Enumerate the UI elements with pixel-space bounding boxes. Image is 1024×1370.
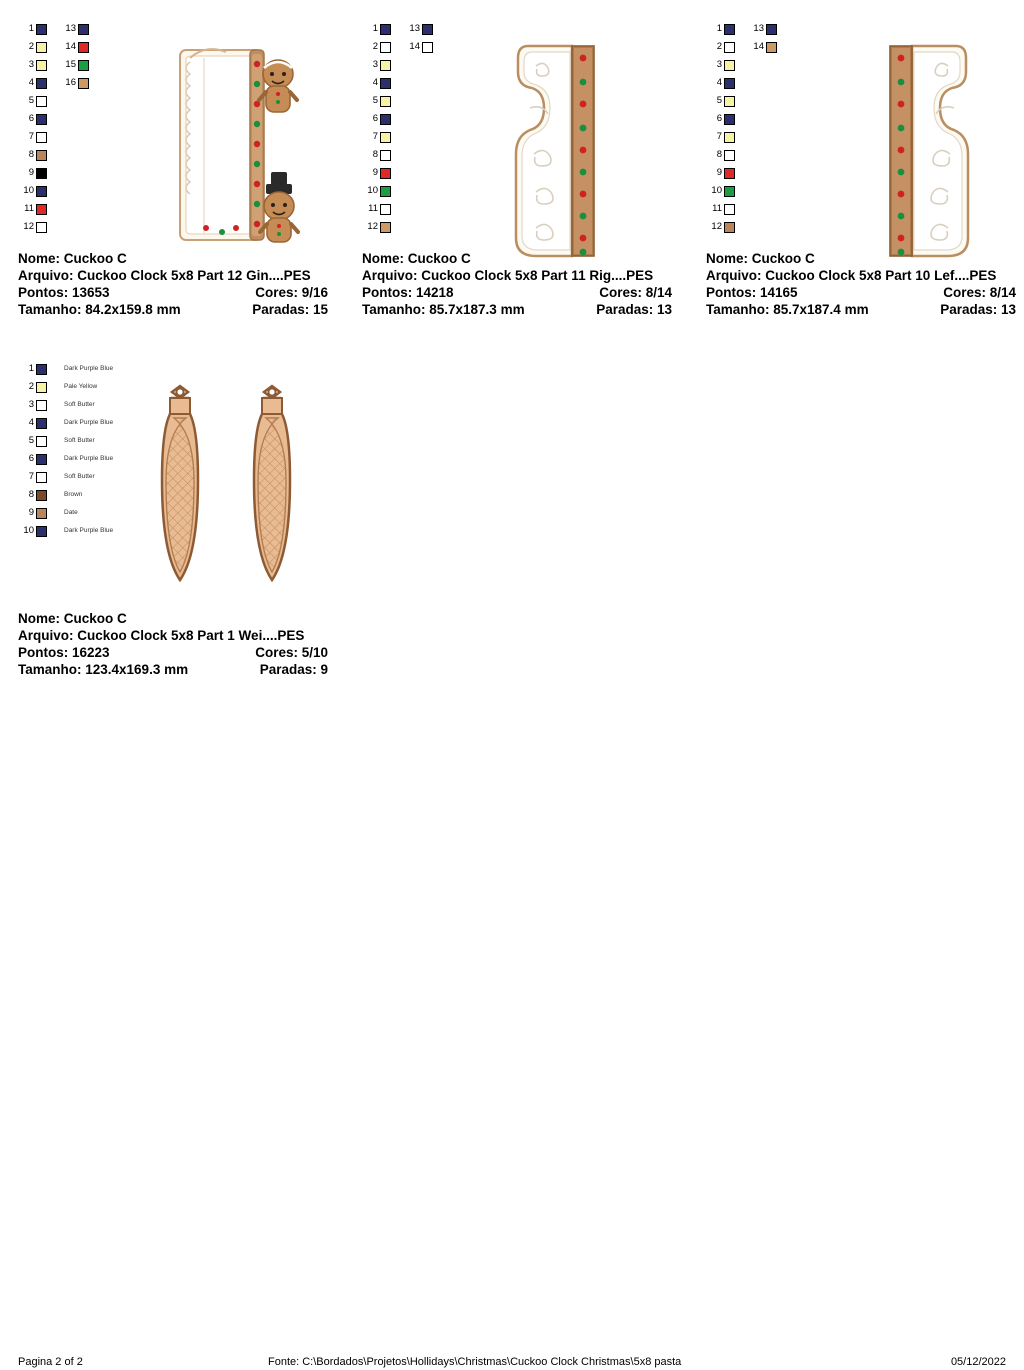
legend-entry bbox=[18, 508, 60, 519]
legend-color-name: Pale Yellow bbox=[64, 382, 98, 390]
legend-row bbox=[706, 92, 790, 110]
design-name: Nome: Cuckoo C bbox=[362, 251, 471, 266]
legend-number: 8 bbox=[28, 149, 34, 161]
legend-entry bbox=[18, 526, 60, 537]
legend-swatch bbox=[724, 60, 735, 71]
legend-swatch bbox=[724, 186, 735, 197]
legend-number: 8 bbox=[372, 149, 378, 161]
legend-row bbox=[18, 38, 102, 56]
legend-swatch bbox=[78, 42, 89, 53]
legend-row bbox=[362, 110, 446, 128]
color-legend-part-11 bbox=[362, 20, 446, 236]
design-file: Arquivo: Cuckoo Clock 5x8 Part 10 Lef....PES bbox=[706, 268, 997, 283]
legend-number: 7 bbox=[372, 131, 378, 143]
design-stops: Paradas: 13 bbox=[596, 302, 672, 317]
legend-number: 7 bbox=[716, 131, 722, 143]
legend-entry bbox=[706, 42, 748, 53]
legend-number: 9 bbox=[28, 167, 34, 179]
legend-number: 9 bbox=[372, 167, 378, 179]
legend-row bbox=[18, 396, 113, 414]
legend-entry bbox=[18, 114, 60, 125]
footer-page-number: Pagina 2 of 2 bbox=[18, 1356, 83, 1368]
legend-row bbox=[706, 218, 790, 236]
design-file: Arquivo: Cuckoo Clock 5x8 Part 12 Gin....PES bbox=[18, 268, 311, 283]
legend-entry bbox=[18, 472, 60, 483]
legend-entry bbox=[362, 78, 404, 89]
legend-entry bbox=[706, 60, 748, 71]
legend-swatch bbox=[78, 24, 89, 35]
legend-row bbox=[18, 128, 102, 146]
legend-number: 6 bbox=[372, 113, 378, 125]
legend-entry bbox=[18, 24, 60, 35]
legend-swatch bbox=[724, 114, 735, 125]
legend-number: 13 bbox=[409, 23, 420, 35]
legend-swatch bbox=[36, 42, 47, 53]
legend-row bbox=[18, 432, 113, 450]
legend-number: 3 bbox=[716, 59, 722, 71]
design-stats-row bbox=[18, 644, 328, 661]
design-row-bottom bbox=[18, 360, 1008, 678]
legend-entry bbox=[18, 436, 60, 447]
legend-color-name: Brown bbox=[64, 490, 83, 498]
legend-swatch bbox=[766, 24, 777, 35]
design-colors: Cores: 5/10 bbox=[255, 645, 328, 660]
legend-color-name: Dark Purple Blue bbox=[64, 454, 114, 462]
legend-entry bbox=[18, 364, 60, 375]
legend-entry bbox=[706, 222, 748, 233]
legend-row bbox=[362, 74, 446, 92]
legend-swatch bbox=[766, 42, 777, 53]
legend-row bbox=[18, 56, 102, 74]
legend-entry bbox=[362, 60, 404, 71]
design-preview-part-12 bbox=[18, 20, 362, 250]
legend-number: 10 bbox=[367, 185, 378, 197]
legend-number: 14 bbox=[753, 41, 764, 53]
legend-entry bbox=[362, 114, 404, 125]
color-legend-part-1 bbox=[18, 360, 113, 540]
legend-entry bbox=[362, 24, 404, 35]
legend-entry bbox=[362, 168, 404, 179]
legend-row bbox=[18, 74, 102, 92]
legend-row bbox=[18, 486, 113, 504]
legend-entry bbox=[18, 490, 60, 501]
legend-swatch bbox=[380, 132, 391, 143]
legend-entry bbox=[706, 114, 748, 125]
legend-entry bbox=[404, 42, 446, 53]
legend-number: 7 bbox=[28, 131, 34, 143]
legend-swatch bbox=[380, 24, 391, 35]
design-block-part-12 bbox=[18, 20, 362, 318]
legend-swatch bbox=[78, 60, 89, 71]
legend-row bbox=[706, 200, 790, 218]
legend-color-name: Dark Purple Blue bbox=[64, 526, 114, 534]
legend-color-name: Soft Butter bbox=[64, 400, 95, 408]
legend-swatch bbox=[36, 382, 47, 393]
legend-row bbox=[18, 360, 113, 378]
design-colors: Cores: 9/16 bbox=[255, 285, 328, 300]
legend-entry bbox=[362, 150, 404, 161]
legend-number: 1 bbox=[716, 23, 722, 35]
legend-swatch bbox=[380, 222, 391, 233]
legend-entry bbox=[18, 150, 60, 161]
legend-row bbox=[18, 200, 102, 218]
legend-entry bbox=[18, 78, 60, 89]
legend-number: 12 bbox=[23, 221, 34, 233]
legend-entry bbox=[748, 42, 790, 53]
legend-swatch bbox=[380, 168, 391, 179]
legend-row bbox=[18, 522, 113, 540]
legend-entry bbox=[18, 204, 60, 215]
legend-entry bbox=[404, 24, 446, 35]
legend-row bbox=[18, 20, 102, 38]
legend-swatch bbox=[36, 472, 47, 483]
legend-row bbox=[18, 504, 113, 522]
design-stitches: Pontos: 14218 bbox=[362, 285, 454, 300]
legend-row bbox=[706, 20, 790, 38]
legend-swatch bbox=[36, 364, 47, 375]
legend-number: 3 bbox=[372, 59, 378, 71]
legend-number: 4 bbox=[28, 417, 34, 429]
legend-entry bbox=[18, 222, 60, 233]
legend-swatch bbox=[36, 114, 47, 125]
legend-number: 16 bbox=[65, 77, 76, 89]
design-block-part-10 bbox=[706, 20, 1024, 318]
legend-swatch bbox=[724, 150, 735, 161]
design-file: Arquivo: Cuckoo Clock 5x8 Part 1 Wei....PES bbox=[18, 628, 305, 643]
legend-swatch bbox=[36, 400, 47, 411]
legend-swatch bbox=[36, 508, 47, 519]
legend-number: 2 bbox=[28, 381, 34, 393]
legend-swatch bbox=[36, 418, 47, 429]
legend-entry bbox=[362, 42, 404, 53]
legend-swatch bbox=[724, 132, 735, 143]
design-stats-row bbox=[706, 301, 1016, 318]
legend-entry bbox=[18, 454, 60, 465]
legend-number: 11 bbox=[24, 203, 34, 215]
design-stitches: Pontos: 13653 bbox=[18, 285, 110, 300]
legend-row bbox=[706, 146, 790, 164]
legend-row bbox=[362, 20, 446, 38]
legend-swatch bbox=[36, 168, 47, 179]
legend-row bbox=[18, 110, 102, 128]
legend-number: 6 bbox=[28, 113, 34, 125]
legend-swatch bbox=[724, 168, 735, 179]
legend-number: 8 bbox=[28, 489, 34, 501]
legend-entry bbox=[18, 60, 60, 71]
legend-swatch bbox=[36, 436, 47, 447]
legend-entry bbox=[706, 168, 748, 179]
legend-swatch bbox=[36, 526, 47, 537]
legend-row bbox=[18, 378, 113, 396]
legend-swatch bbox=[36, 490, 47, 501]
legend-row bbox=[706, 164, 790, 182]
legend-swatch bbox=[724, 42, 735, 53]
legend-color-name: Soft Butter bbox=[64, 472, 95, 480]
legend-number: 3 bbox=[28, 399, 34, 411]
color-legend-part-12 bbox=[18, 20, 102, 236]
color-legend-part-10 bbox=[706, 20, 790, 236]
legend-row bbox=[18, 414, 113, 432]
legend-number: 6 bbox=[28, 453, 34, 465]
legend-swatch bbox=[422, 42, 433, 53]
legend-number: 2 bbox=[372, 41, 378, 53]
legend-row bbox=[362, 92, 446, 110]
legend-swatch bbox=[724, 96, 735, 107]
design-file: Arquivo: Cuckoo Clock 5x8 Part 11 Rig....PES bbox=[362, 268, 654, 283]
legend-row bbox=[18, 92, 102, 110]
legend-number: 8 bbox=[716, 149, 722, 161]
legend-number: 14 bbox=[409, 41, 420, 53]
legend-number: 9 bbox=[716, 167, 722, 179]
design-stats-row bbox=[362, 301, 672, 318]
legend-row bbox=[18, 468, 113, 486]
legend-swatch bbox=[78, 78, 89, 89]
design-stitches: Pontos: 16223 bbox=[18, 645, 110, 660]
embroidery-art-part-12 bbox=[146, 28, 326, 253]
design-stats-row bbox=[18, 661, 328, 678]
legend-swatch bbox=[36, 132, 47, 143]
legend-number: 5 bbox=[372, 95, 378, 107]
legend-entry bbox=[18, 186, 60, 197]
legend-number: 5 bbox=[28, 95, 34, 107]
legend-number: 11 bbox=[712, 203, 722, 215]
legend-row bbox=[706, 74, 790, 92]
design-name: Nome: Cuckoo C bbox=[18, 251, 127, 266]
legend-swatch bbox=[380, 204, 391, 215]
design-stats-row bbox=[362, 284, 672, 301]
legend-entry bbox=[706, 24, 748, 35]
legend-number: 1 bbox=[28, 23, 34, 35]
legend-entry bbox=[60, 78, 102, 89]
legend-entry bbox=[18, 132, 60, 143]
legend-swatch bbox=[380, 96, 391, 107]
legend-number: 1 bbox=[28, 363, 34, 375]
legend-swatch bbox=[380, 186, 391, 197]
design-colors: Cores: 8/14 bbox=[599, 285, 672, 300]
legend-row bbox=[362, 56, 446, 74]
legend-entry bbox=[706, 96, 748, 107]
design-stops: Paradas: 15 bbox=[252, 302, 328, 317]
design-info-part-12 bbox=[18, 250, 362, 318]
legend-entry bbox=[706, 150, 748, 161]
embroidery-art-part-10 bbox=[854, 42, 974, 267]
legend-entry bbox=[706, 78, 748, 89]
design-stitches: Pontos: 14165 bbox=[706, 285, 798, 300]
legend-swatch bbox=[724, 24, 735, 35]
design-size: Tamanho: 85.7x187.4 mm bbox=[706, 302, 869, 317]
legend-swatch bbox=[724, 78, 735, 89]
legend-entry bbox=[362, 204, 404, 215]
legend-swatch bbox=[380, 150, 391, 161]
legend-color-name: Soft Butter bbox=[64, 436, 95, 444]
legend-swatch bbox=[724, 222, 735, 233]
legend-number: 4 bbox=[372, 77, 378, 89]
legend-swatch bbox=[36, 24, 47, 35]
legend-swatch bbox=[36, 222, 47, 233]
legend-row bbox=[362, 200, 446, 218]
legend-swatch bbox=[36, 78, 47, 89]
legend-entry bbox=[18, 400, 60, 411]
legend-row bbox=[362, 218, 446, 236]
legend-row bbox=[706, 182, 790, 200]
legend-entry bbox=[706, 132, 748, 143]
legend-entry bbox=[362, 132, 404, 143]
legend-entry bbox=[60, 42, 102, 53]
design-preview-part-11 bbox=[362, 20, 706, 250]
legend-swatch bbox=[380, 114, 391, 125]
design-size: Tamanho: 84.2x159.8 mm bbox=[18, 302, 181, 317]
legend-entry bbox=[18, 96, 60, 107]
design-stats-row bbox=[18, 301, 328, 318]
legend-swatch bbox=[380, 78, 391, 89]
legend-row bbox=[362, 182, 446, 200]
legend-swatch bbox=[380, 60, 391, 71]
legend-number: 10 bbox=[23, 525, 34, 537]
design-colors: Cores: 8/14 bbox=[943, 285, 1016, 300]
legend-row bbox=[706, 110, 790, 128]
design-block-part-1 bbox=[18, 360, 362, 678]
legend-entry bbox=[706, 186, 748, 197]
legend-entry bbox=[362, 96, 404, 107]
design-row-top bbox=[18, 20, 1016, 318]
legend-entry bbox=[18, 168, 60, 179]
legend-color-name: Dark Purple Blue bbox=[64, 418, 114, 426]
legend-number: 7 bbox=[28, 471, 34, 483]
legend-row bbox=[362, 146, 446, 164]
legend-number: 10 bbox=[711, 185, 722, 197]
legend-entry bbox=[362, 222, 404, 233]
legend-number: 12 bbox=[711, 221, 722, 233]
legend-row bbox=[362, 38, 446, 56]
legend-swatch bbox=[36, 186, 47, 197]
legend-entry bbox=[748, 24, 790, 35]
legend-row bbox=[18, 146, 102, 164]
legend-swatch bbox=[36, 204, 47, 215]
legend-number: 5 bbox=[28, 435, 34, 447]
legend-number: 2 bbox=[28, 41, 34, 53]
design-size: Tamanho: 123.4x169.3 mm bbox=[18, 662, 189, 677]
legend-number: 15 bbox=[65, 59, 76, 71]
legend-row bbox=[706, 128, 790, 146]
legend-row bbox=[18, 164, 102, 182]
legend-number: 9 bbox=[28, 507, 34, 519]
legend-row bbox=[362, 128, 446, 146]
legend-color-name: Dark Purple Blue bbox=[64, 364, 114, 372]
legend-row bbox=[706, 38, 790, 56]
legend-swatch bbox=[724, 204, 735, 215]
legend-entry bbox=[18, 42, 60, 53]
legend-number: 10 bbox=[23, 185, 34, 197]
legend-swatch bbox=[36, 60, 47, 71]
legend-entry bbox=[60, 24, 102, 35]
legend-row bbox=[706, 56, 790, 74]
design-stats-row bbox=[706, 284, 1016, 301]
legend-row bbox=[18, 182, 102, 200]
legend-number: 12 bbox=[367, 221, 378, 233]
legend-number: 6 bbox=[716, 113, 722, 125]
legend-swatch bbox=[36, 454, 47, 465]
footer-source-path: Fonte: C:\Bordados\Projetos\Hollidays\Christmas\Cuckoo Clock Christmas\5x8 pasta bbox=[268, 1356, 682, 1368]
legend-entry bbox=[60, 60, 102, 71]
legend-number: 4 bbox=[28, 77, 34, 89]
legend-row bbox=[18, 450, 113, 468]
legend-number: 3 bbox=[28, 59, 34, 71]
legend-color-name: Date bbox=[64, 508, 78, 516]
legend-swatch bbox=[36, 150, 47, 161]
legend-entry bbox=[362, 186, 404, 197]
legend-number: 4 bbox=[716, 77, 722, 89]
legend-entry bbox=[18, 382, 60, 393]
design-name: Nome: Cuckoo C bbox=[18, 611, 127, 626]
legend-row bbox=[362, 164, 446, 182]
legend-number: 2 bbox=[716, 41, 722, 53]
design-stops: Paradas: 9 bbox=[259, 662, 328, 677]
design-preview-part-10 bbox=[706, 20, 1024, 250]
legend-swatch bbox=[36, 96, 47, 107]
embroidery-art-part-1 bbox=[140, 376, 340, 606]
legend-number: 11 bbox=[368, 203, 378, 215]
legend-number: 1 bbox=[372, 23, 378, 35]
embroidery-art-part-11 bbox=[510, 42, 630, 267]
design-size: Tamanho: 85.7x187.3 mm bbox=[362, 302, 525, 317]
legend-swatch bbox=[380, 42, 391, 53]
legend-entry bbox=[706, 204, 748, 215]
footer-date: 05/12/2022 bbox=[950, 1356, 1006, 1368]
design-name: Nome: Cuckoo C bbox=[706, 251, 815, 266]
legend-swatch bbox=[422, 24, 433, 35]
design-stops: Paradas: 13 bbox=[940, 302, 1016, 317]
legend-entry bbox=[18, 418, 60, 429]
legend-number: 5 bbox=[716, 95, 722, 107]
legend-number: 13 bbox=[65, 23, 76, 35]
design-stats-row bbox=[18, 284, 328, 301]
legend-number: 13 bbox=[753, 23, 764, 35]
legend-number: 14 bbox=[65, 41, 76, 53]
design-info-part-1 bbox=[18, 610, 362, 678]
design-preview-part-1 bbox=[18, 360, 362, 610]
design-block-part-11 bbox=[362, 20, 706, 318]
legend-row bbox=[18, 218, 102, 236]
